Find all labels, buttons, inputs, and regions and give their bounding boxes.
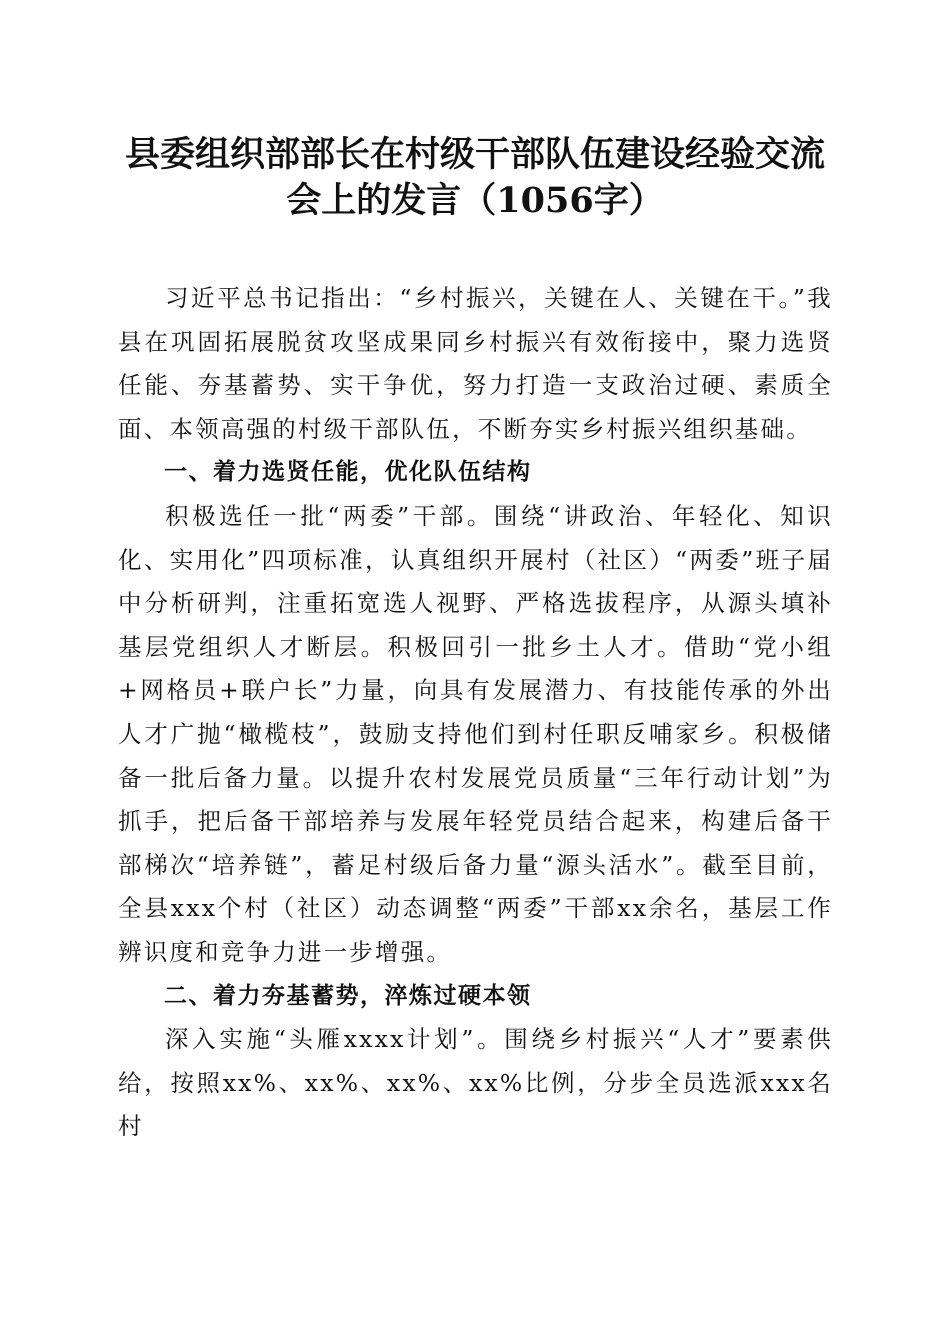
section-1-heading: 一、着力选贤任能，优化队伍结构 [164, 459, 532, 486]
section-2-heading: 二、着力夯基蓄势，淬炼过硬本领 [164, 982, 532, 1009]
section-1-paragraph: 积极选任一批“两委”干部。围绕“讲政治、年轻化、知识化、实用化”四项标准，认真组织开展村（社区）“两委”班子届中分析研判，注重拓宽选人视野、严格选拔程序，从源头填补基层党组织人才断层。积极回引一批乡土人才。借助“党小组+网格员+联户长”力量，向具有发展潜力、有技能传承的外出人才广抛“橄榄枝”，鼓励支持他们到村任职反哺家乡。积极储备一批后备力量。以提升农村发展党员质量“三年行动计划”为抓手，把后备干部培养与发展年轻党员结合起来，构建后备干部梯次“培养链”，蓄足村级后备力量“源头活水”。截至目前，全县xxx个村（社区）动态调整“两委”干部xx余名，基层工作辨识度和竞争力进一步增强。 [118, 501, 833, 966]
title-line-2: 会上的发言（1056字） [286, 180, 664, 221]
title-line-1: 县委组织部部长在村级干部队伍建设经验交流 [124, 134, 825, 175]
document-title [60, 132, 890, 224]
document-body [118, 277, 833, 1149]
section-2-paragraph: 深入实施“头雁xxxx计划”。围绕乡村振兴“人才”要素供给，按照xx%、xx%、xx%、xx%比例，分步全员选派xxx名村 [118, 1025, 833, 1141]
intro-paragraph: 习近平总书记指出：“乡村振兴，关键在人、关键在干。”我县在巩固拓展脱贫攻坚成果同乡村振兴有效衔接中，聚力选贤任能、夯基蓄势、实干争优，努力打造一支政治过硬、素质全面、本领高强的村级干部队伍，不断夯实乡村振兴组织基础。 [118, 284, 833, 443]
